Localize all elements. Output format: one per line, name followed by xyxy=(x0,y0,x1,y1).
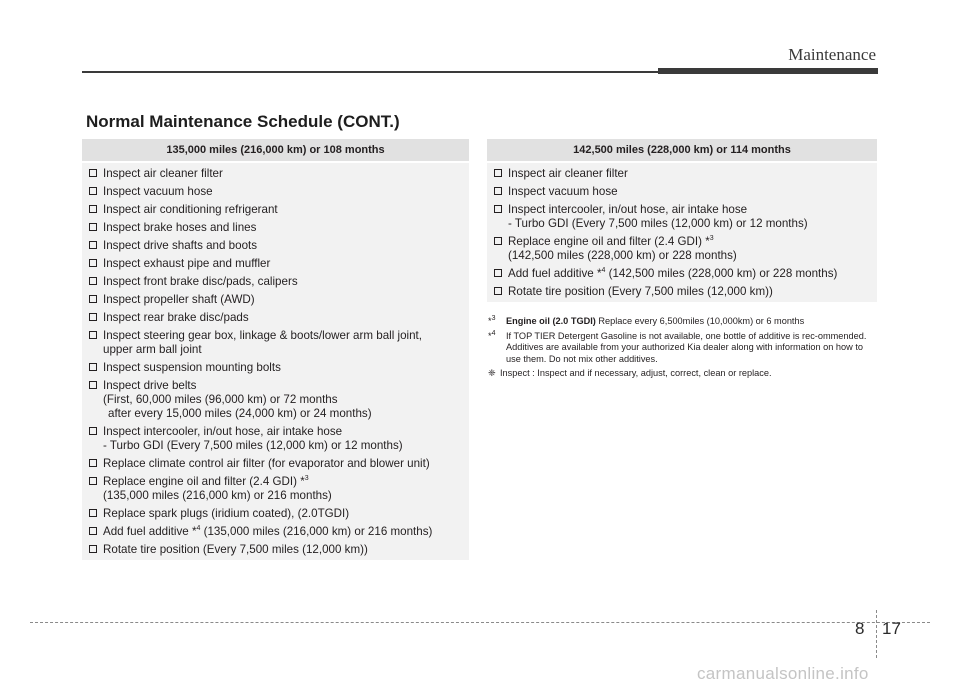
footnote-4: *$^4$ If TOP TIER Detergent Gasoline is not available, one bottle of additive is rec-ommended. Additives are available from your authorized Kia dealer along with information on how to use them. Do not mix other additives. xyxy=(488,331,880,366)
checkbox-icon xyxy=(89,331,97,339)
checklist-item: Replace climate control air filter (for evaporator and blower unit) xyxy=(82,455,469,473)
item-text-cont: after every 15,000 miles (24,000 km) or 24 months) xyxy=(108,407,372,420)
checkbox-icon xyxy=(89,363,97,371)
checklist-item: Inspect propeller shaft (AWD) xyxy=(82,291,469,309)
item-text: Replace engine oil and filter (2.4 GDI) * xyxy=(103,475,305,488)
checkbox-icon xyxy=(89,427,97,435)
checklist-item: Inspect exhaust pipe and muffler xyxy=(82,255,469,273)
running-header-title: Maintenance xyxy=(788,45,876,64)
checkbox-icon xyxy=(89,241,97,249)
header-rule xyxy=(82,71,658,73)
watermark: carmanualsonline.info xyxy=(697,664,869,683)
checkbox-icon xyxy=(89,223,97,231)
checkbox-icon xyxy=(494,205,502,213)
checkbox-icon xyxy=(89,169,97,177)
item-text-cont: - Turbo GDI (Every 7,500 miles (12,000 km) or 12 months) xyxy=(103,439,403,452)
checklist-item: Inspect brake hoses and lines xyxy=(82,219,469,237)
footnote-3: *$^3$ Engine oil (2.0 TGDI) Replace every 6,500miles (10,000km) or 6 months xyxy=(488,314,805,326)
checkbox-icon xyxy=(89,277,97,285)
schedule-panel-135000 xyxy=(82,139,469,560)
header-rule-accent xyxy=(658,68,878,74)
chapter-number: 8 xyxy=(855,619,865,638)
item-text: Add fuel additive * xyxy=(508,267,602,280)
footnote-ref: 4 xyxy=(196,525,201,533)
item-text-cont: (142,500 miles (228,000 km) or 228 months) xyxy=(508,249,737,262)
checklist xyxy=(82,163,469,559)
checkbox-icon xyxy=(494,269,502,277)
checklist-item: Inspect vacuum hose xyxy=(487,183,877,201)
item-text: Inspect intercooler, in/out hose, air intake hose xyxy=(103,425,343,438)
schedule-panel-142500 xyxy=(487,139,877,302)
footnote-ref: 3 xyxy=(304,475,309,483)
item-text-cont: (142,500 miles (228,000 km) or 228 months) xyxy=(605,267,838,280)
item-text-cont: (135,000 miles (216,000 km) or 216 months) xyxy=(200,525,433,538)
item-text-cont: (First, 60,000 miles (96,000 km) or 72 months xyxy=(103,393,338,406)
checklist-item: Inspect air conditioning refrigerant xyxy=(82,201,469,219)
checkbox-icon xyxy=(89,527,97,535)
checkbox-icon xyxy=(494,187,502,195)
item-text-cont: (135,000 miles (216,000 km) or 216 months) xyxy=(103,489,332,502)
checklist-item xyxy=(487,201,877,233)
footnote-text: If TOP TIER Detergent Gasoline is not available, one bottle of additive is rec-ommended. Additives are available from your authorized Kia dealer along with information on how to use them. Do not mix other additives. xyxy=(506,330,867,364)
footer-rule xyxy=(30,622,930,623)
item-text: Inspect drive belts xyxy=(103,379,197,392)
checkbox-icon xyxy=(89,205,97,213)
checkbox-icon xyxy=(494,169,502,177)
checklist-item: Replace spark plugs (iridium coated), (2.0TGDI) xyxy=(82,505,469,523)
inspect-note xyxy=(488,368,880,380)
schedule-heading: 135,000 miles (216,000 km) or 108 months xyxy=(82,139,469,163)
checkbox-icon xyxy=(89,187,97,195)
item-text: Replace engine oil and filter (2.4 GDI) * xyxy=(508,235,710,248)
checklist-item xyxy=(487,265,877,283)
checklist-item: Inspect rear brake disc/pads xyxy=(82,309,469,327)
checklist xyxy=(487,163,877,301)
checklist-item xyxy=(82,327,469,359)
checkbox-icon xyxy=(89,259,97,267)
checklist-item xyxy=(487,233,877,265)
checkbox-icon xyxy=(494,237,502,245)
checklist-item: Inspect vacuum hose xyxy=(82,183,469,201)
checklist-item: Rotate tire position (Every 7,500 miles (12,000 km)) xyxy=(82,541,469,559)
checklist-item: Inspect air cleaner filter xyxy=(82,165,469,183)
asterism-icon: ❈ xyxy=(488,368,496,378)
item-text: Inspect intercooler, in/out hose, air intake hose xyxy=(508,203,748,216)
checklist-item: Rotate tire position (Every 7,500 miles (12,000 km)) xyxy=(487,283,877,301)
checklist-item xyxy=(82,473,469,505)
footnote-ref: 3 xyxy=(709,235,714,243)
footnote-ref: 4 xyxy=(601,267,606,275)
checklist-item xyxy=(82,523,469,541)
page-number: 17 xyxy=(882,619,901,638)
item-text: Add fuel additive * xyxy=(103,525,197,538)
section-title: Normal Maintenance Schedule (CONT.) xyxy=(86,112,400,131)
checklist-item: Inspect drive shafts and boots xyxy=(82,237,469,255)
checkbox-icon xyxy=(89,509,97,517)
checklist-item: Inspect air cleaner filter xyxy=(487,165,877,183)
checkbox-icon xyxy=(89,459,97,467)
checklist-item: Inspect suspension mounting bolts xyxy=(82,359,469,377)
checklist-item xyxy=(82,377,469,423)
checkbox-icon xyxy=(89,381,97,389)
inspect-note-text: Inspect : Inspect and if necessary, adjust, correct, clean or replace. xyxy=(500,368,772,378)
checkbox-icon xyxy=(89,545,97,553)
checkbox-icon xyxy=(494,287,502,295)
footnote-label: Engine oil (2.0 TGDI) xyxy=(506,316,596,326)
footnotes xyxy=(488,316,880,383)
item-text-cont: - Turbo GDI (Every 7,500 miles (12,000 km) or 12 months) xyxy=(508,217,808,230)
checklist-item xyxy=(82,423,469,455)
checkbox-icon xyxy=(89,295,97,303)
footnote-text: Replace every 6,500miles (10,000km) or 6 months xyxy=(595,316,805,326)
item-text-cont: upper arm ball joint xyxy=(103,343,202,356)
checklist-item: Inspect front brake disc/pads, calipers xyxy=(82,273,469,291)
schedule-heading: 142,500 miles (228,000 km) or 114 months xyxy=(487,139,877,163)
item-text: Inspect steering gear box, linkage & boots/lower arm ball joint, xyxy=(103,329,422,342)
checkbox-icon xyxy=(89,313,97,321)
page-number-separator xyxy=(876,610,877,658)
checkbox-icon xyxy=(89,477,97,485)
